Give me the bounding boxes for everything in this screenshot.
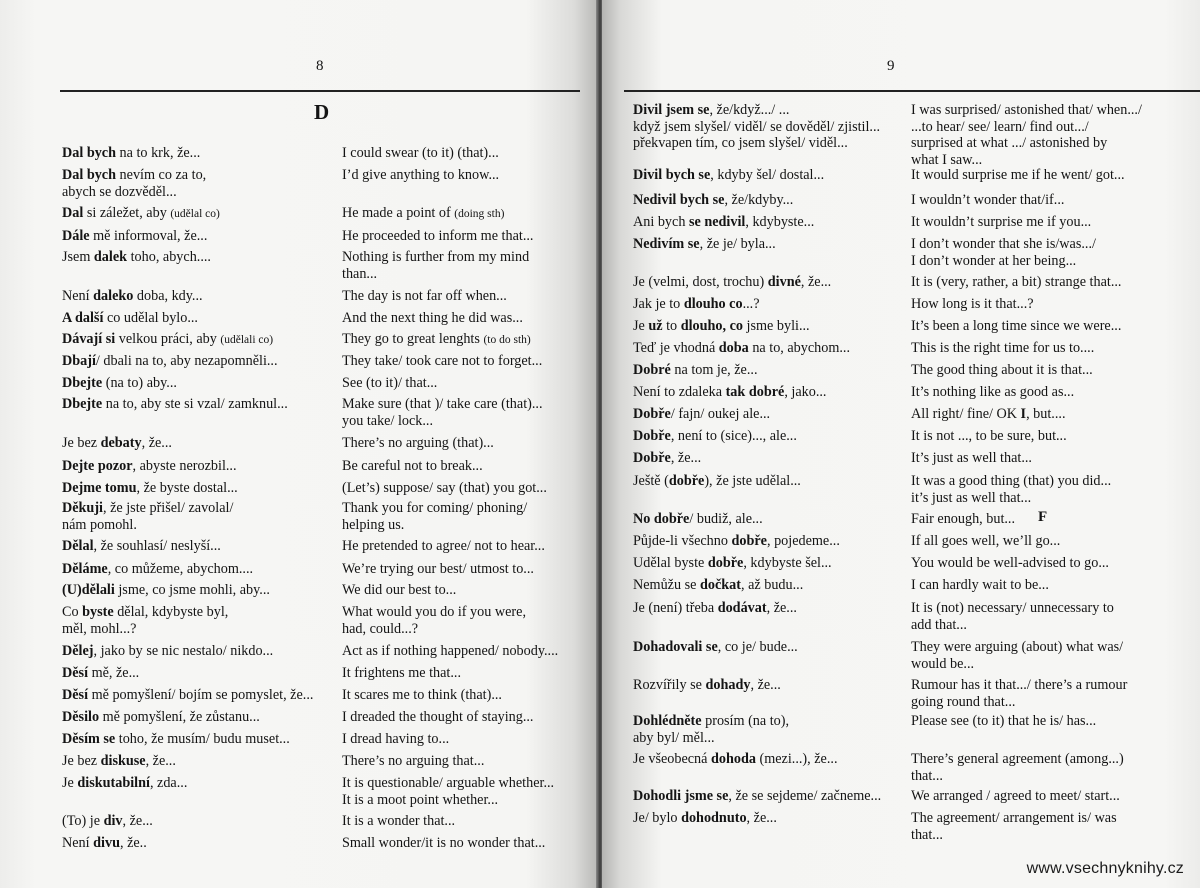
czech-phrase: Dbejte (na to) aby... bbox=[62, 375, 177, 391]
czech-phrase: Rozvířily se dohady, že... bbox=[633, 677, 781, 693]
english-translation: There’s no arguing that... bbox=[342, 753, 485, 769]
czech-phrase: Je (velmi, dost, trochu) divné, že... bbox=[633, 274, 832, 290]
czech-phrase: Dělal, že souhlasí/ neslyší... bbox=[62, 538, 221, 554]
english-translation: There’s general agreement (among...) that... bbox=[911, 751, 1124, 784]
czech-phrase: Ani bych se nedivil, kdybyste... bbox=[633, 214, 815, 230]
czech-phrase: Nedivím se, že je/ byla... bbox=[633, 236, 776, 252]
czech-phrase: Dělej, jako by se nic nestalo/ nikdo... bbox=[62, 643, 274, 659]
english-translation: Small wonder/it is no wonder that... bbox=[342, 835, 546, 851]
english-translation: It’s just as well that... bbox=[911, 450, 1032, 466]
english-translation: Be careful not to break... bbox=[342, 458, 483, 474]
english-translation: The good thing about it is that... bbox=[911, 362, 1093, 378]
english-translation: It is questionable/ arguable whether... It is a moot point whether... bbox=[342, 775, 555, 808]
czech-phrase: Dbejte na to, aby ste si vzal/ zamknul... bbox=[62, 396, 288, 412]
english-translation: All right/ fine/ OK I, but.... bbox=[911, 406, 1066, 422]
czech-phrase: Děsilo mě pomyšlení, že zůstanu... bbox=[62, 709, 260, 725]
page-number: 8 bbox=[316, 58, 324, 74]
czech-phrase: Dohodli jsme se, že se sejdeme/ začneme... bbox=[633, 788, 882, 804]
english-translation: We’re trying our best/ utmost to... bbox=[342, 561, 534, 577]
english-translation: It would surprise me if he went/ got... bbox=[911, 167, 1125, 183]
english-translation: The agreement/ arrangement is/ was that... bbox=[911, 810, 1117, 843]
header-rule bbox=[624, 90, 1200, 92]
english-translation: It wouldn’t surprise me if you... bbox=[911, 214, 1092, 230]
czech-phrase: Jsem dalek toho, abych.... bbox=[62, 249, 211, 265]
english-translation: He proceeded to inform me that... bbox=[342, 228, 534, 244]
english-translation: It’s nothing like as good as... bbox=[911, 384, 1075, 400]
czech-phrase: Ještě (dobře), že jste udělal... bbox=[633, 473, 801, 489]
english-translation: Thank you for coming/ phoning/ helping us. bbox=[342, 500, 528, 533]
section-letter: D bbox=[314, 100, 330, 124]
english-translation: I could swear (to it) (that)... bbox=[342, 145, 499, 161]
english-translation: He made a point of (doing sth) bbox=[342, 205, 505, 221]
english-translation: Act as if nothing happened/ nobody.... bbox=[342, 643, 559, 659]
english-translation: It was a good thing (that) you did... it’s just as well that... bbox=[911, 473, 1112, 506]
english-translation: There’s no arguing (that)... bbox=[342, 435, 494, 451]
czech-phrase: Dohlédněte prosím (na to), aby byl/ měl... bbox=[633, 713, 790, 746]
english-translation: We arranged / agreed to meet/ start... bbox=[911, 788, 1120, 804]
czech-phrase: Není divu, že.. bbox=[62, 835, 147, 851]
english-translation: The day is not far off when... bbox=[342, 288, 507, 304]
czech-phrase: Je diskutabilní, zda... bbox=[62, 775, 188, 791]
english-translation: I don’t wonder that she is/was.../ I don’t wonder at her being... bbox=[911, 236, 1096, 269]
czech-phrase: Dbají/ dbali na to, aby nezapomněli... bbox=[62, 353, 278, 369]
czech-phrase: Není to zdaleka tak dobré, jako... bbox=[633, 384, 827, 400]
czech-phrase: Je (není) třeba dodávat, že... bbox=[633, 600, 797, 616]
english-translation: It’s been a long time since we were... bbox=[911, 318, 1122, 334]
czech-phrase: Je/ bylo dohodnuto, že... bbox=[633, 810, 777, 826]
english-translation: See (to it)/ that... bbox=[342, 375, 438, 391]
czech-phrase: Dobře, že... bbox=[633, 450, 702, 466]
section-marker: F bbox=[1038, 509, 1048, 525]
english-translation: I can hardly wait to be... bbox=[911, 577, 1049, 593]
english-translation: What would you do if you were, had, could...? bbox=[342, 604, 527, 637]
czech-phrase: Dále mě informoval, že... bbox=[62, 228, 208, 244]
english-translation: It is not ..., to be sure, but... bbox=[911, 428, 1067, 444]
english-translation: I’d give anything to know... bbox=[342, 167, 500, 183]
czech-phrase: Nedivil bych se, že/kdyby... bbox=[633, 192, 794, 208]
czech-phrase: Dobře, není to (sice)..., ale... bbox=[633, 428, 797, 444]
english-translation: It is a wonder that... bbox=[342, 813, 456, 829]
czech-phrase: Dobré na tom je, že... bbox=[633, 362, 758, 378]
english-translation: This is the right time for us to.... bbox=[911, 340, 1095, 356]
english-translation: If all goes well, we’ll go... bbox=[911, 533, 1061, 549]
czech-phrase: Dal bych nevím co za to, abych se dozvěděl... bbox=[62, 167, 207, 200]
english-translation: (Let’s) suppose/ say (that) you got... bbox=[342, 480, 547, 496]
czech-phrase: Není daleko doba, kdy... bbox=[62, 288, 203, 304]
czech-phrase: Teď je vhodná doba na to, abychom... bbox=[633, 340, 851, 356]
english-translation: Rumour has it that.../ there’s a rumour going round that... bbox=[911, 677, 1128, 710]
czech-phrase: Divil bych se, kdyby šel/ dostal... bbox=[633, 167, 825, 183]
page-number: 9 bbox=[887, 58, 895, 74]
czech-phrase: Děsí mě pomyšlení/ bojím se pomyslet, že... bbox=[62, 687, 314, 703]
english-translation: I was surprised/ astonished that/ when.../ ...to hear/ see/ learn/ find out.../ surprised at what .../ astonished by what I saw... bbox=[911, 102, 1142, 168]
english-translation: Make sure (that )/ take care (that)... you take/ lock... bbox=[342, 396, 543, 429]
czech-phrase: Děláme, co můžeme, abychom.... bbox=[62, 561, 254, 577]
czech-phrase: Dal bych na to krk, že... bbox=[62, 145, 201, 161]
left-page bbox=[0, 0, 598, 888]
english-translation: You would be well-advised to go... bbox=[911, 555, 1109, 571]
english-translation: How long is it that...? bbox=[911, 296, 1034, 312]
english-translation: It scares me to think (that)... bbox=[342, 687, 502, 703]
watermark-url: www.vsechnyknihy.cz bbox=[1026, 860, 1184, 877]
czech-phrase: (U)dělali jsme, co jsme mohli, aby... bbox=[62, 582, 270, 598]
czech-phrase: Nemůžu se dočkat, až budu... bbox=[633, 577, 804, 593]
czech-phrase: (To) je div, že... bbox=[62, 813, 153, 829]
czech-phrase: Dejte pozor, abyste nerozbil... bbox=[62, 458, 237, 474]
czech-phrase: Děkuji, že jste přišel/ zavolal/ nám pomohl. bbox=[62, 500, 234, 533]
english-translation: And the next thing he did was... bbox=[342, 310, 523, 326]
english-translation: He pretended to agree/ not to hear... bbox=[342, 538, 545, 554]
czech-phrase: Divil jsem se, že/když.../ ... když jsem slyšel/ viděl/ se dověděl/ zjistil... překvapen tím, co jsem slyšel/ viděl... bbox=[633, 102, 881, 151]
czech-phrase: Děsí mě, že... bbox=[62, 665, 140, 681]
english-translation: It is (not) necessary/ unnecessary to add that... bbox=[911, 600, 1114, 633]
czech-phrase: Udělal byste dobře, kdybyste šel... bbox=[633, 555, 832, 571]
english-translation: It frightens me that... bbox=[342, 665, 461, 681]
czech-phrase: Děsím se toho, že musím/ budu muset... bbox=[62, 731, 290, 747]
czech-phrase: No dobře/ budiž, ale... bbox=[633, 511, 763, 527]
czech-phrase: A další co udělal bylo... bbox=[62, 310, 198, 326]
czech-phrase: Je bez debaty, že... bbox=[62, 435, 172, 451]
english-translation: Fair enough, but... bbox=[911, 511, 1016, 527]
czech-phrase: Je bez diskuse, že... bbox=[62, 753, 176, 769]
czech-phrase: Jak je to dlouho co...? bbox=[633, 296, 760, 312]
czech-phrase: Je už to dlouho, co jsme byli... bbox=[633, 318, 810, 334]
czech-phrase: Dejme tomu, že byste dostal... bbox=[62, 480, 238, 496]
english-translation: I wouldn’t wonder that/if... bbox=[911, 192, 1065, 208]
header-rule bbox=[60, 90, 580, 92]
czech-phrase: Dobře/ fajn/ oukej ale... bbox=[633, 406, 771, 422]
czech-phrase: Dohadovali se, co je/ bude... bbox=[633, 639, 798, 655]
english-translation: It is (very, rather, a bit) strange that... bbox=[911, 274, 1122, 290]
czech-phrase: Co byste dělal, kdybyste byl, měl, mohl...? bbox=[62, 604, 229, 637]
czech-phrase: Dávají si velkou práci, aby (udělali co) bbox=[62, 331, 274, 347]
english-translation: I dreaded the thought of staying... bbox=[342, 709, 534, 725]
czech-phrase: Dal si záležet, aby (udělal co) bbox=[62, 205, 220, 221]
english-translation: They go to great lenghts (to do sth) bbox=[342, 331, 531, 347]
english-translation: They were arguing (about) what was/ would be... bbox=[911, 639, 1124, 672]
right-page bbox=[602, 0, 1200, 888]
english-translation: Nothing is further from my mind than... bbox=[342, 249, 530, 282]
czech-phrase: Je všeobecná dohoda (mezi...), že... bbox=[633, 751, 838, 767]
english-translation: I dread having to... bbox=[342, 731, 450, 747]
czech-phrase: Půjde-li všechno dobře, pojedeme... bbox=[633, 533, 840, 549]
english-translation: We did our best to... bbox=[342, 582, 457, 598]
english-translation: They take/ took care not to forget... bbox=[342, 353, 543, 369]
english-translation: Please see (to it) that he is/ has... bbox=[911, 713, 1097, 729]
